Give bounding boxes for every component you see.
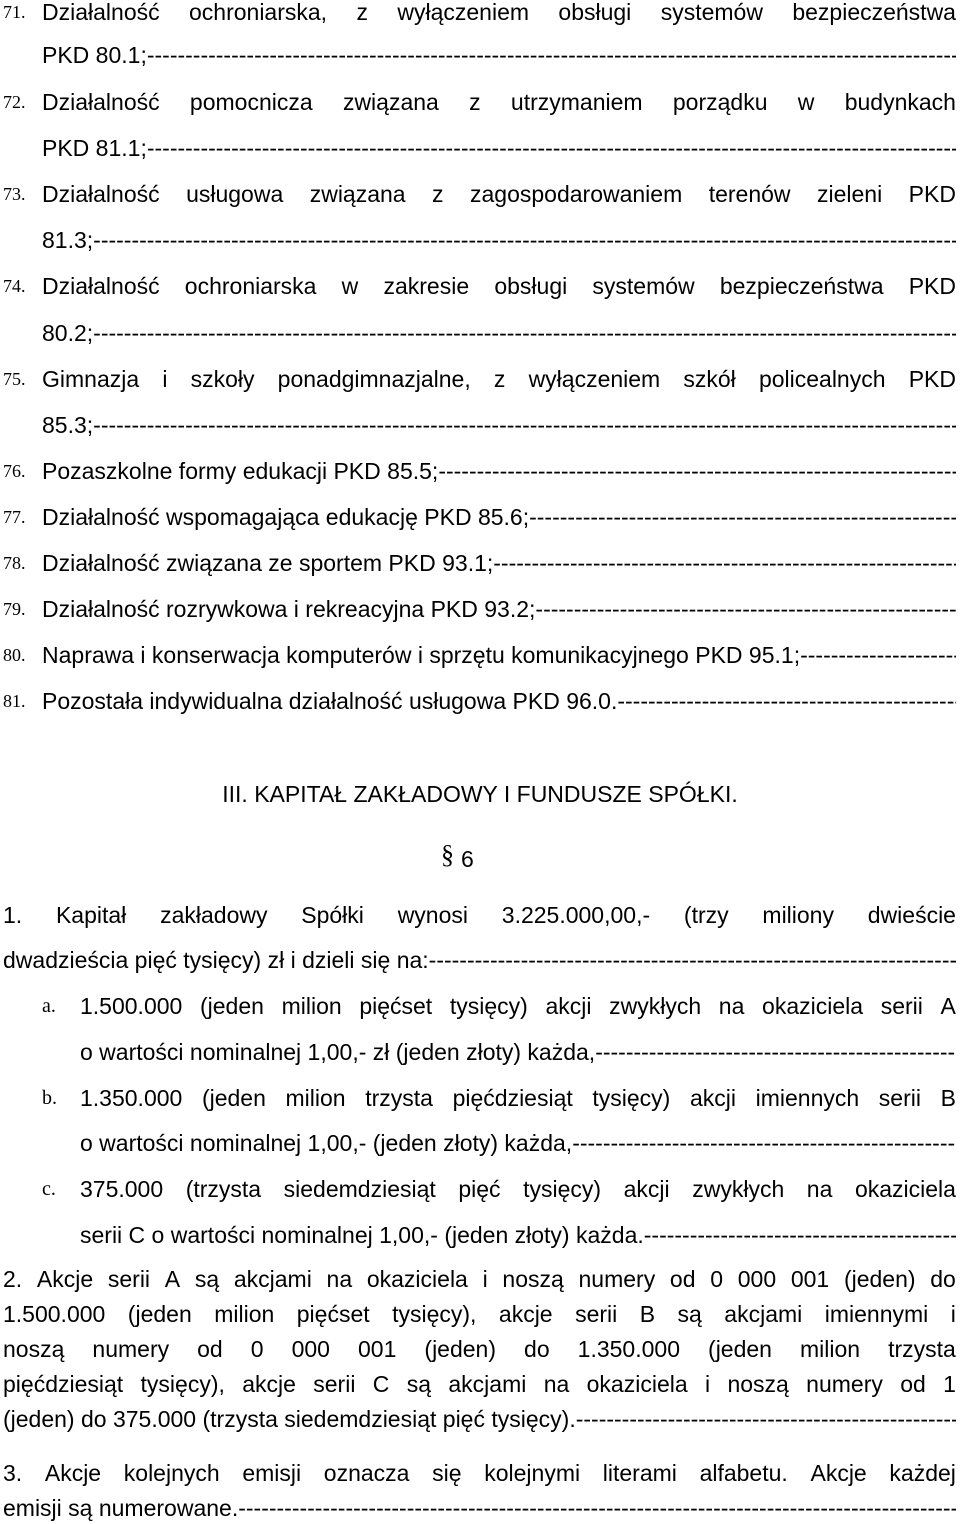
list-item-text-cont: PKD 81.1; — [42, 135, 147, 161]
paragraph-line: 1.500.000 (jeden milion pięćset tysięcy), akcje serii B są akcjami imiennymi i — [3, 1301, 956, 1327]
subitem-b-cont — [0, 1128, 960, 1158]
paragraph-2-line-2 — [0, 1299, 960, 1329]
list-item-text-cont: 81.3; — [42, 227, 94, 253]
paragraph-3-cont — [0, 1493, 960, 1523]
paragraph-line: pięćdziesiąt tysięcy), akcje serii C są akcjami na okaziciela i noszą numery od 1 — [3, 1371, 956, 1397]
subitem-text-cont: o wartości nominalnej 1,00,- (jeden złoty) każda, — [80, 1130, 573, 1156]
subitem-c-cont — [0, 1220, 960, 1250]
list-item-text: Działalność usługowa związana z zagospodarowaniem terenów zieleni PKD — [42, 181, 956, 207]
list-item-number: 73. — [3, 184, 26, 204]
list-item-72 — [0, 87, 960, 117]
list-item-78 — [0, 548, 960, 578]
paragraph-2-line-5 — [0, 1404, 960, 1434]
list-item-text: Działalność ochroniarska w zakresie obsługi systemów bezpieczeństwa PKD — [42, 273, 956, 299]
list-item-75 — [0, 364, 960, 394]
list-item-number: 80. — [3, 645, 26, 665]
subitem-b — [0, 1083, 960, 1113]
list-item-75-cont — [0, 410, 960, 440]
list-item-number: 79. — [3, 599, 26, 619]
list-item-number: 71. — [3, 2, 26, 22]
paragraph-line: 3. Akcje kolejnych emisji oznacza się kolejnymi literami alfabetu. Akcje każdej — [3, 1460, 956, 1486]
subitem-letter: c. — [42, 1178, 56, 1200]
subitem-letter: b. — [42, 1087, 57, 1109]
subitem-a-cont — [0, 1037, 960, 1067]
list-item-77 — [0, 502, 960, 532]
list-item-number: 75. — [3, 369, 26, 389]
paragraph-line: noszą numery od 0 000 001 (jeden) do 1.350.000 (jeden milion trzysta — [3, 1336, 956, 1362]
list-item-text: Gimnazja i szkoły ponadgimnazjalne, z wyłączeniem szkół policealnych PKD — [42, 366, 956, 392]
paragraph-2 — [0, 1264, 960, 1294]
list-item-81 — [0, 686, 960, 716]
list-item-72-cont — [0, 133, 960, 163]
list-item-text: Działalność wspomagająca edukację PKD 85.6; — [42, 504, 530, 530]
list-item-text-cont: 80.2; — [42, 320, 94, 346]
section-number: 6 — [461, 846, 474, 872]
list-item-text-cont: 85.3; — [42, 412, 94, 438]
subitem-text: 375.000 (trzysta siedemdziesiąt pięć tysięcy) akcji zwykłych na okaziciela — [80, 1176, 956, 1202]
paragraph-2-line-4 — [0, 1369, 960, 1399]
list-item-76 — [0, 456, 960, 486]
list-item-text: Działalność pomocnicza związana z utrzymaniem porządku w budynkach — [42, 89, 956, 115]
list-item-number: 74. — [3, 276, 26, 296]
paragraph-line: (jeden) do 375.000 (trzysta siedemdziesiąt pięć tysięcy). — [3, 1406, 576, 1432]
list-item-text: Pozostała indywidualna działalność usługowa PKD 96.0. — [42, 688, 618, 714]
paragraph-1-cont — [0, 945, 960, 975]
list-item-text: Działalność związana ze sportem PKD 93.1; — [42, 550, 494, 576]
list-item-73-cont — [0, 225, 960, 255]
list-item-text: Działalność rozrywkowa i rekreacyjna PKD 93.2; — [42, 596, 536, 622]
list-item-71 — [0, 0, 960, 27]
list-item-text-cont: PKD 80.1; — [42, 42, 147, 68]
paragraph-3 — [0, 1458, 960, 1488]
list-item-number: 72. — [3, 92, 26, 112]
subitem-text-cont: o wartości nominalnej 1,00,- zł (jeden złoty) każda, — [80, 1039, 596, 1065]
list-item-number: 78. — [3, 553, 26, 573]
list-item-number: 76. — [3, 461, 26, 481]
list-item-80 — [0, 640, 960, 670]
paragraph-line: 2. Akcje serii A są akcjami na okaziciela i noszą numery od 0 000 001 (jeden) do — [3, 1266, 956, 1292]
list-item-79 — [0, 594, 960, 624]
paragraph-1 — [0, 900, 960, 930]
section-sign: § — [441, 840, 454, 869]
paragraph-2-line-3 — [0, 1334, 960, 1364]
list-item-text: Pozaszkolne formy edukacji PKD 85.5; — [42, 458, 439, 484]
list-item-74-cont — [0, 318, 960, 348]
subitem-text: 1.350.000 (jeden milion trzysta pięćdziesiąt tysięcy) akcji imiennych serii B — [80, 1085, 956, 1111]
paragraph-line: dwadzieścia pięć tysięcy) zł i dzieli się na: — [3, 947, 429, 973]
list-item-71-cont — [0, 40, 960, 70]
subitem-c — [0, 1174, 960, 1204]
chapter-heading: III. KAPITAŁ ZAKŁADOWY I FUNDUSZE SPÓŁKI. — [222, 781, 738, 807]
subitem-text-cont: serii C o wartości nominalnej 1,00,- (jeden złoty) każda. — [80, 1222, 644, 1248]
list-item-text: Działalność ochroniarska, z wyłączeniem obsługi systemów bezpieczeństwa — [42, 0, 956, 25]
subitem-a — [0, 991, 960, 1021]
list-item-text: Naprawa i konserwacja komputerów i sprzętu komunikacyjnego PKD 95.1; — [42, 642, 801, 668]
list-item-number: 77. — [3, 507, 26, 527]
section-marker — [0, 840, 960, 876]
subitem-text: 1.500.000 (jeden milion pięćset tysięcy) akcji zwykłych na okaziciela serii A — [80, 993, 956, 1019]
paragraph-line: 1. Kapitał zakładowy Spółki wynosi 3.225.000,00,- (trzy miliony dwieście — [3, 902, 956, 928]
paragraph-line: emisji są numerowane. — [3, 1495, 239, 1521]
list-item-number: 81. — [3, 691, 26, 711]
list-item-74 — [0, 271, 960, 301]
subitem-letter: a. — [42, 995, 56, 1017]
list-item-73 — [0, 179, 960, 209]
